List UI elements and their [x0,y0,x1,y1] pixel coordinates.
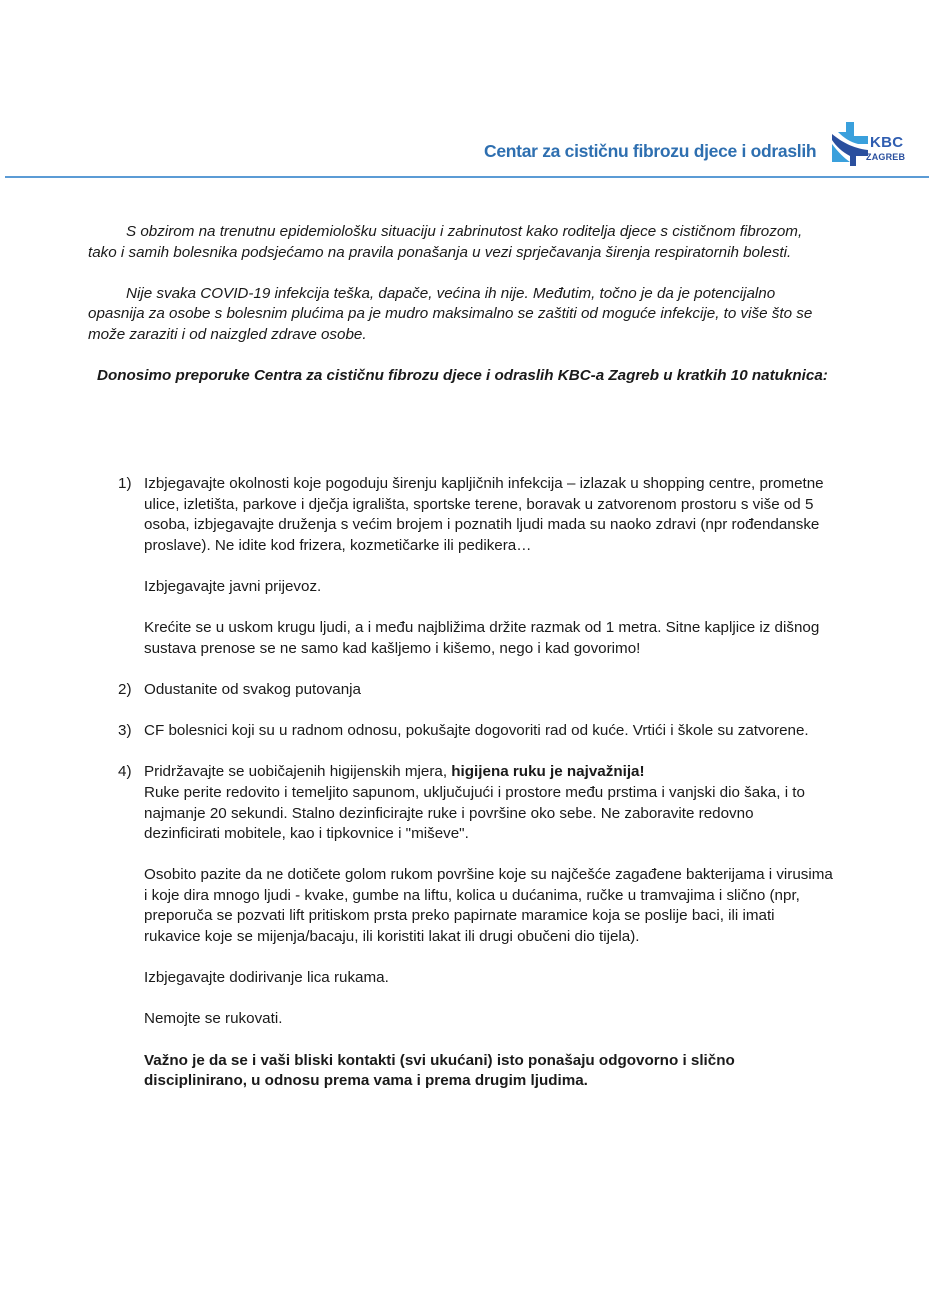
list-item-2 [118,680,833,701]
kbc-zagreb-logo [832,122,906,168]
intro-paragraph-1: S obzirom na trenutnu epidemiološku situaciju i zabrinutost kako roditelja djece s cističnom fibrozom, tako i samih bolesnika podsjećamo na pravila ponašanja u vezi sprječavanja širenja respiratornih bolesti. [88,223,803,261]
header-title: Centar za cističnu fibrozu djece i odraslih [484,141,817,161]
item-1-paragraph-1: Izbjegavajte okolnosti koje pogoduju širenju kapljičnih infekcija – izlazak u shopping centre, prometne ulice, izletišta, parkove i dječja igrališta, sportske terene, boravak u zatvorenom prostoru s više od 5 osoba, izbjegavajte druženja s većim brojem i poznatih ljudi mada su naoko zdravi (npr rođendanske proslave). Ne idite kod frizera, kozmetičarke ili pedikera… [144,475,824,554]
item-4-paragraph-1: Osobito pazite da ne dotičete golom rukom površine koje su najčešće zagađene bakterijama i virusima i koje dira mnogo ljudi - kvake, gumbe na liftu, kolica u dućanima, ručke u tramvajima i slično (npr, preporuča se pozvati lift pritiskom prsta preko papirnate maramice koja se poslije baci, ili imati rukavice koje se mijenja/bacaju, ili koristiti lakat ili drugi obučeni dio tijela). [144,866,833,946]
item-4-paragraph-3: Nemojte se rukovati. [144,1010,283,1028]
recommendations-list [118,474,833,1092]
logo-zagreb-text: ZAGREB [866,152,906,162]
item-4-paragraph-2: Izbjegavajte dodirivanje lica rukama. [144,969,389,987]
list-item-1 [118,474,833,659]
list-number: 3) [118,722,132,740]
item-3-paragraph-1: CF bolesnici koji su u radnom odnosu, pokušajte dogovoriti rad od kuće. Vrtići i škole su zatvorene. [144,722,809,740]
lead-paragraph: Donosimo preporuke Centra za cističnu fibrozu djece i odraslih KBC-a Zagreb u kratkih 10 natuknica: [97,367,828,385]
list-number: 1) [118,475,132,492]
intro-section [88,222,833,387]
item-4-closing-bold: Važno je da se i vaši bliski kontakti (svi ukućani) isto ponašaju odgovorno i slično disciplinirano, u odnosu prema vama i prema drugim ljudima. [144,1051,735,1090]
item-4-continuation: Ruke perite redovito i temeljito sapunom, uključujući i prostore među prstima i vanjski dio šaka, i to najmanje 20 sekundi. Stalno dezinficirajte ruke i površine oko sebe. Ne zaboravite redovno dezinficirati mobitele, kao i tipkovnice i "miševe". [144,783,805,843]
list-item-4 [118,762,833,1092]
intro-paragraph-2: Nije svaka COVID-19 infekcija teška, dapače, većina ih nije. Međutim, točno je da je potencijalno opasnija za osobe s bolesnim plućima pa je mudro maksimalno se zaštiti od moguće infekcije, to više što se može zaraziti i od naizgled zdrave osobe. [88,284,813,343]
list-number: 4) [118,763,132,781]
item-1-paragraph-2: Izbjegavajte javni prijevoz. [144,577,322,595]
item-2-paragraph-1: Odustanite od svakog putovanja [144,680,361,698]
item-1-paragraph-3: Krećite se u uskom krugu ljudi, a i među najbližima držite razmak od 1 metra. Sitne kapljice iz dišnog sustava prenose se ne samo kad kašljemo i kišemo, nego i kad govorimo! [144,619,820,657]
item-4-first-line-plain: Pridržavajte se uobičajenih higijenskih mjera, [144,763,452,781]
logo-kbc-text: KBC [870,134,904,151]
item-4-first-line-bold: higijena ruku je najvažnija! [451,763,645,781]
list-item-3 [118,721,833,742]
page-header [0,0,929,180]
item-4-first-line [144,762,833,783]
list-number: 2) [118,680,132,698]
header-divider [5,176,929,178]
